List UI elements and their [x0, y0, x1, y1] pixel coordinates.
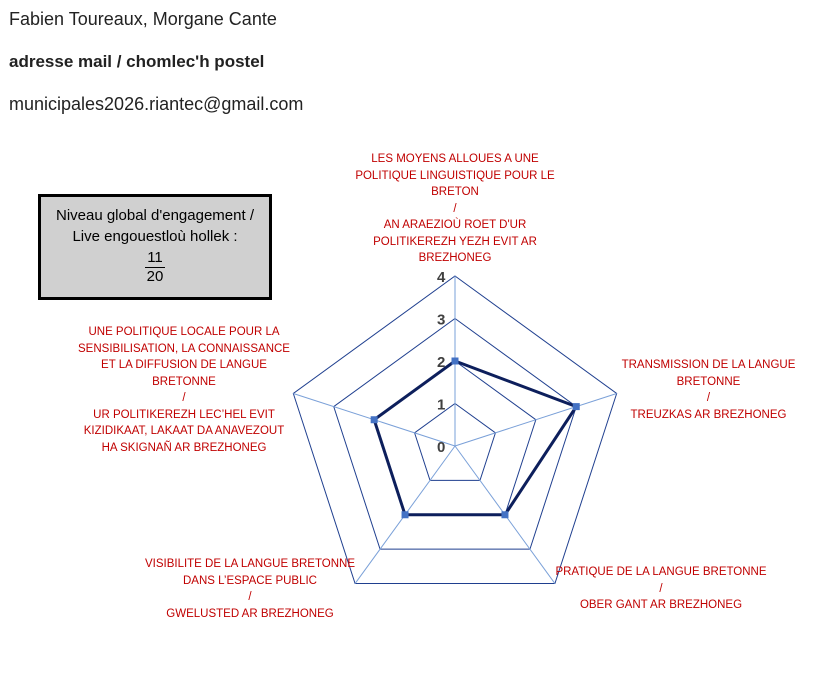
axis-label-line: ET LA DIFFUSION DE LANGUE: [101, 359, 267, 371]
axis-label-line: BRETONNE: [676, 375, 741, 388]
axis-label-line: /: [182, 392, 186, 404]
axis-label-line: PRATIQUE DE LA LANGUE BRETONNE: [555, 566, 767, 578]
data-point: [573, 403, 580, 410]
axis-label-line: /: [248, 591, 252, 603]
axis-label-line: VISIBILITE DE LA LANGUE BRETONNE: [144, 558, 356, 570]
score-denominator: 20: [146, 268, 164, 285]
score-numerator: 11: [145, 249, 166, 268]
axis-label-line: OBER GANT AR BREZHONEG: [579, 599, 743, 611]
axis-label-line: /: [453, 202, 457, 215]
mail-heading: adresse mail / chomlec'h postel: [9, 52, 265, 71]
axis-spoke: [455, 393, 617, 446]
tick-label: 4: [437, 269, 446, 286]
axis-label-line: POLITIQUE LINGUISTIQUE POUR LE: [355, 169, 555, 182]
score-label-br: Live engouestloù hollek :: [72, 228, 238, 245]
axis-label-line: TREUZKAS AR BREZHONEG: [630, 408, 787, 421]
axis-label-line: LES MOYENS ALLOUES A UNE: [371, 153, 539, 165]
data-point: [371, 416, 378, 423]
data-point: [501, 511, 508, 518]
axis-label-line: TRANSMISSION DE LA LANGUE: [621, 359, 796, 371]
axis-label-right: [606, 357, 811, 423]
tick-label: 0: [437, 439, 446, 456]
axis-label-line: HA SKIGNAÑ AR BREZHONEG: [101, 441, 267, 454]
axis-label-bottom-left: [135, 556, 365, 622]
email-address[interactable]: municipales2026.riantec@gmail.com: [9, 94, 304, 114]
axis-label-line: UR POLITIKEREZH LEC’HEL EVIT: [93, 408, 275, 421]
axis-label-line: BRETONNE: [152, 375, 216, 388]
tick-label: 1: [437, 396, 446, 414]
axis-label-line: AN ARAEZIOÙ ROET D'UR: [383, 219, 527, 231]
authors: Fabien Toureaux, Morgane Cante: [9, 9, 277, 29]
axis-label-line: UNE POLITIQUE LOCALE POUR LA: [88, 326, 280, 338]
tick-label: 3: [437, 311, 446, 329]
data-point: [452, 358, 459, 365]
tick-label: 2: [437, 354, 446, 371]
axis-label-line: SENSIBILISATION, LA CONNAISSANCE: [78, 342, 290, 355]
axis-label-left: [64, 324, 304, 456]
axis-label-line: /: [659, 582, 663, 595]
axis-label-line: BRETON: [431, 186, 479, 198]
score-label-fr: Niveau global d'engagement /: [55, 207, 254, 224]
axis-label-line: /: [706, 392, 711, 404]
data-point: [402, 511, 409, 518]
axis-label-line: GWELUSTED AR BREZHONEG: [166, 607, 334, 620]
axis-label-line: DANS L’ESPACE PUBLIC: [182, 574, 317, 587]
axis-label-line: BREZHONEG: [418, 252, 492, 264]
axis-label-line: KIZIDIKAAT, LAKAAT DA ANAVEZOUT: [83, 425, 285, 437]
axis-label-line: POLITIKEREZH YEZH EVIT AR: [373, 235, 537, 248]
axis-label-top: [350, 151, 560, 267]
axis-label-bottom-right: [546, 564, 776, 614]
